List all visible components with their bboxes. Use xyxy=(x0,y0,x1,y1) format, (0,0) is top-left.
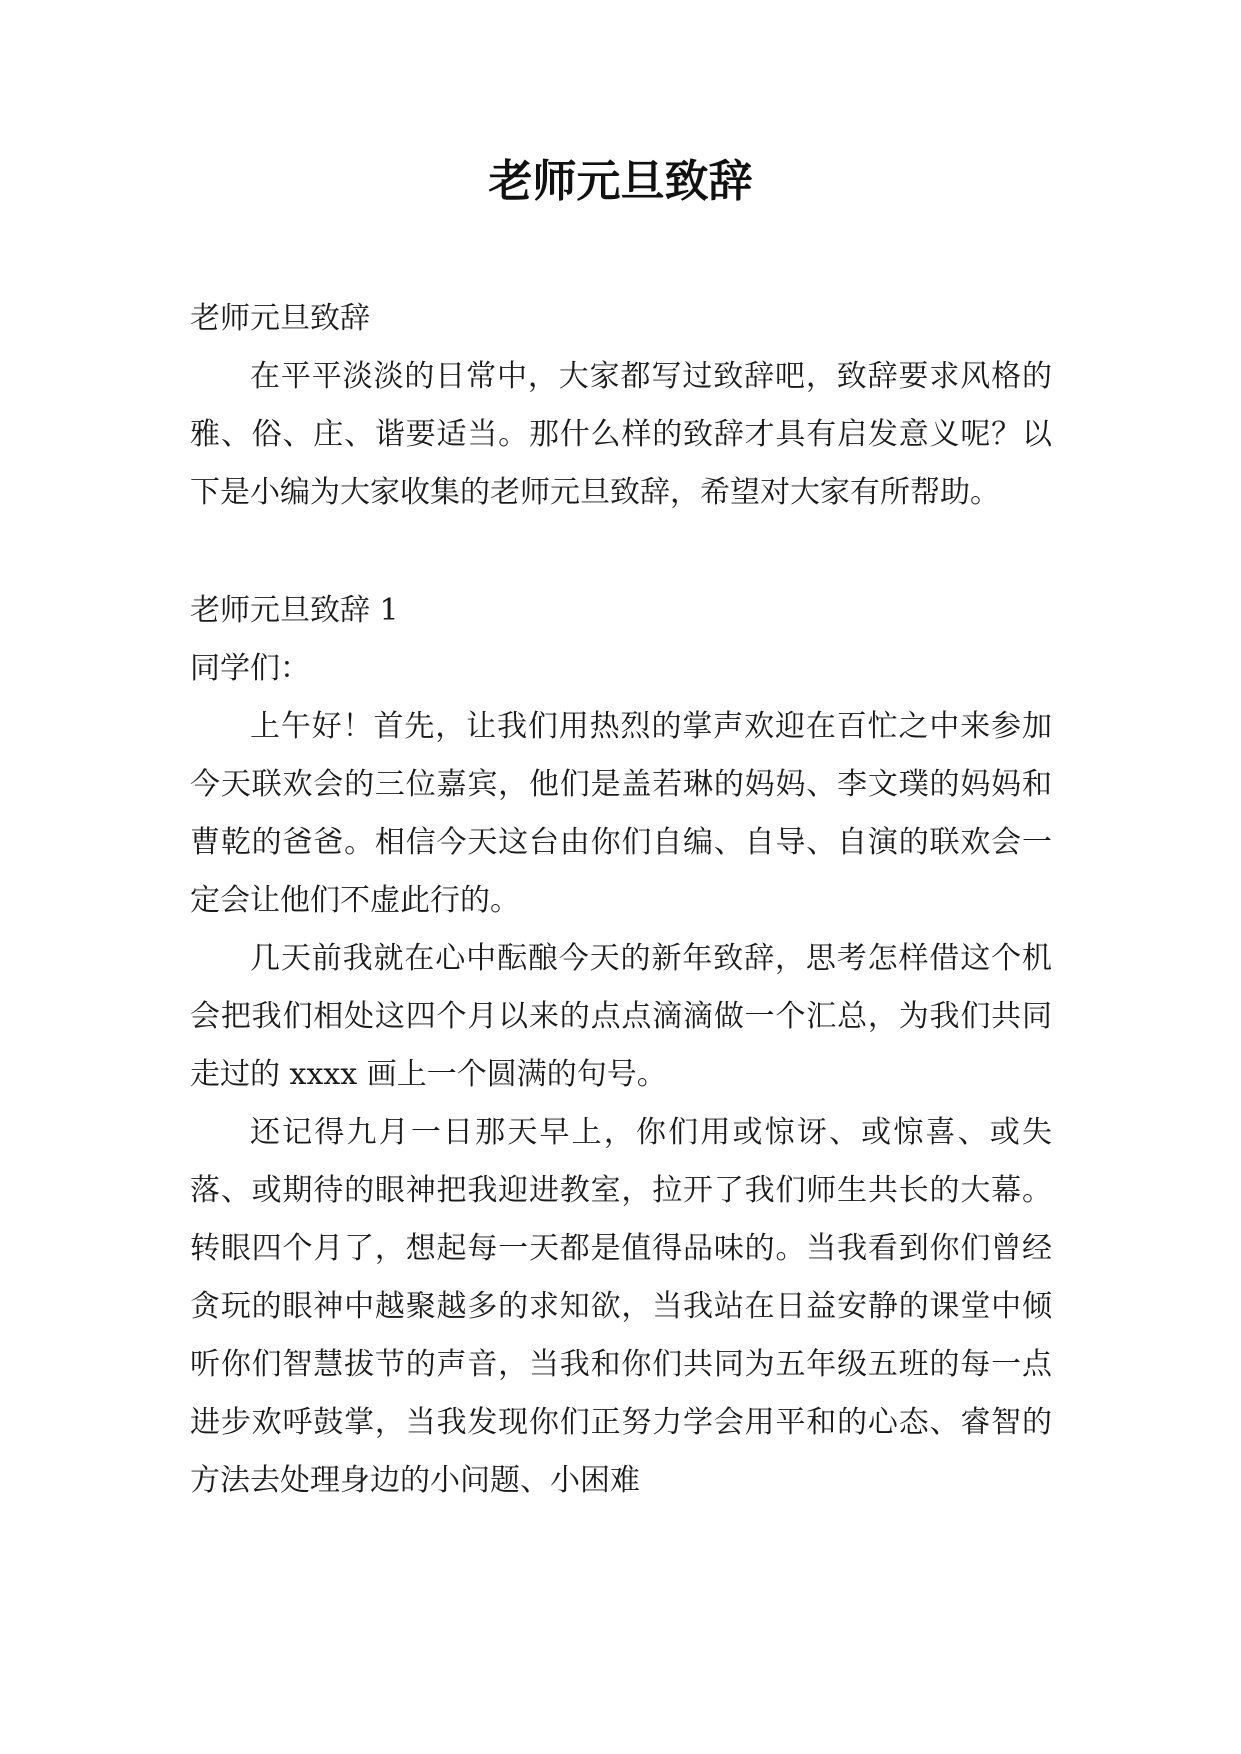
intro-paragraph: 在平平淡淡的日常中，大家都写过致辞吧，致辞要求风格的雅、俗、庄、谐要适当。那什么样的致辞才具有启发意义呢？以下是小编为大家收集的老师元旦致辞，希望对大家有所帮助。 xyxy=(190,359,1052,510)
section-heading: 老师元旦致辞 1 xyxy=(190,593,399,628)
body-paragraph-1: 上午好！首先，让我们用热烈的掌声欢迎在百忙之中来参加今天联欢会的三位嘉宾，他们是盖若琳的妈妈、李文璞的妈妈和曹乾的爸爸。相信今天这台由你们自编、自导、自演的联欢会一定会让他们不虚此行的。 xyxy=(190,709,1052,918)
body-paragraph-2: 几天前我就在心中酝酿今天的新年致辞，思考怎样借这个机会把我们相处这四个月以来的点点滴滴做一个汇总，为我们共同走过的 xxxx 画上一个圆满的句号。 xyxy=(190,941,1052,1092)
salutation: 同学们： xyxy=(190,651,310,686)
document-title: 老师元旦致辞 xyxy=(488,156,753,207)
document-subtitle: 老师元旦致辞 xyxy=(190,301,370,336)
section-spacer xyxy=(190,522,1052,582)
document-body xyxy=(190,290,1052,1510)
body-paragraph-3: 还记得九月一日那天早上，你们用或惊讶、或惊喜、或失落、或期待的眼神把我迎进教室，拉开了我们师生共长的大幕。转眼四个月了，想起每一天都是值得品味的。当我看到你们曾经贪玩的眼神中越聚越多的求知欲，当我站在日益安静的课堂中倾听你们智慧拔节的声音，当我和你们共同为五年级五班的每一点进步欢呼鼓掌，当我发现你们正努力学会用平和的心态、睿智的方法去处理身边的小问题、小困难 xyxy=(190,1115,1052,1498)
